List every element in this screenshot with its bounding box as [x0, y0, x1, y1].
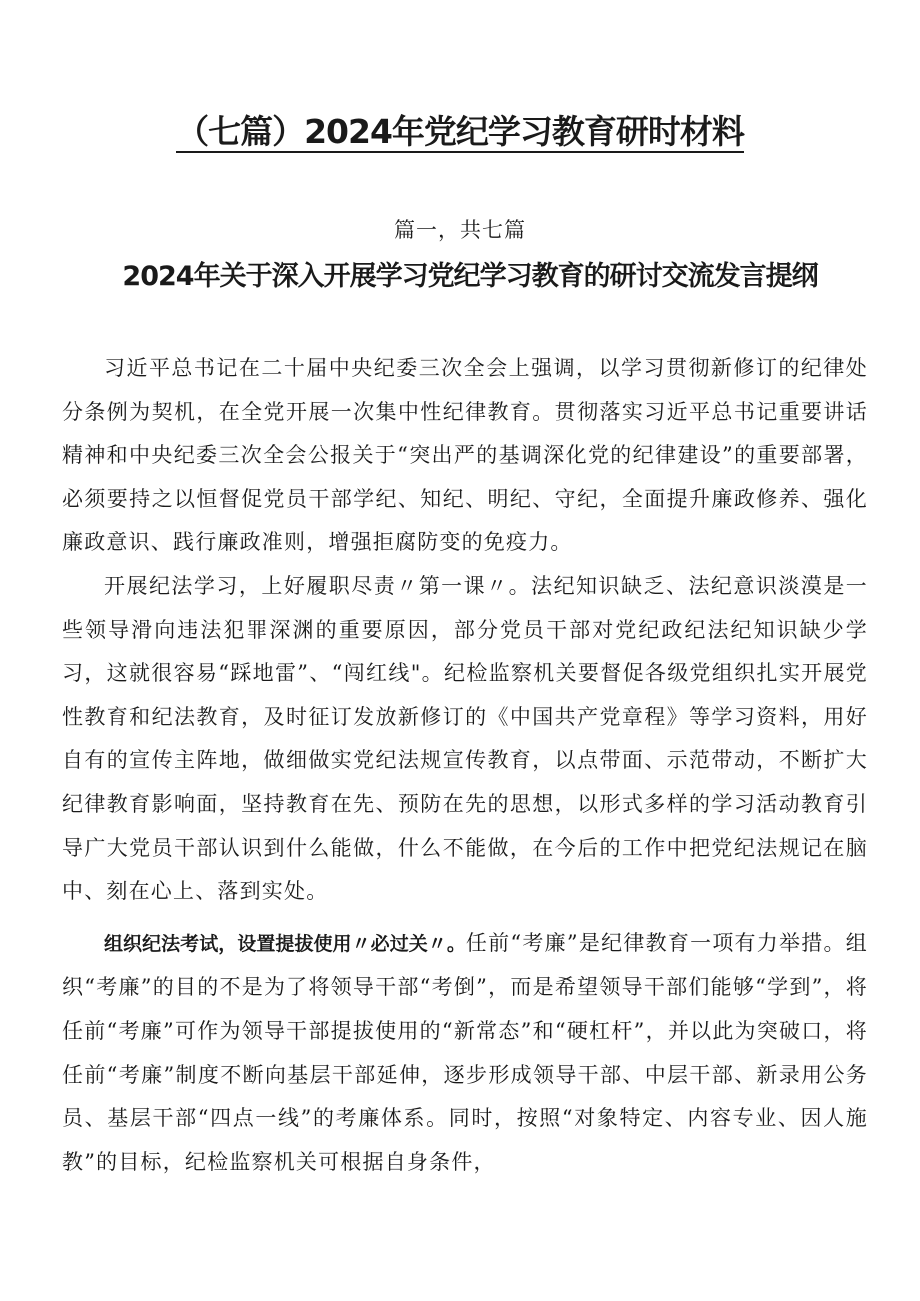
paragraph-2: 开展纪法学习，上好履职尽责〃第一课〃。法纪知识缺乏、法纪意识淡漠是一些领导滑向违法犯罪深渊的重要原因，部分党员干部对党纪政纪法纪知识缺少学习，这就很容易“踩地雷”、“闯红线"。纪检监察机关要督促各级党组织扎实开展党性教育和纪法教育，及时征订发放新修订的《中国共产党章程》等学习资料，用好自有的宣传主阵地，做细做实党纪法规宣传教育，以点带面、示范带动，不断扩大纪律教育影响面，坚持教育在先、预防在先的思想，以形式多样的学习活动教育引导广大党员干部认识到什么能做，什么不能做，在今后的工作中把党纪法规记在脑中、刻在心上、落到实处。 [62, 573, 868, 904]
article-title: 2024年关于深入开展学习党纪学习教育的研讨交流发言提纲 [122, 261, 818, 292]
section-label: 篇一，共七篇 [394, 218, 526, 242]
paragraph-3-lead: 组织纪法考试，设置提拔使用〃必过关〃。 [104, 932, 466, 955]
paragraph-1: 习近平总书记在二十届中央纪委三次全会上强调，以学习贯彻新修订的纪律处分条例为契机，在全党开展一次集中性纪律教育。贯彻落实习近平总书记重要讲话精神和中央纪委三次全会公报关于“突出严的基调深化党的纪律建设”的重要部署，必须要持之以恒督促党员干部学纪、知纪、明纪、守纪，全面提升廉政修养、强化廉政意识、践行廉政准则，增强拒腐防变的免疫力。 [62, 356, 868, 555]
document-title-text: （七篇）2024年党纪学习教育研时材料 [176, 112, 744, 151]
paragraph-3-text: 任前“考廉”是纪律教育一项有力举措。组织“考廉”的目的不是为了将领导干部“考倒”，而是希望领导干部们能够“学到”，将任前“考廉”可作为领导干部提拔使用的“新常态”和“硬杠杆”，并以此为突破口，将任前“考廉”制度不断向基层干部延伸，逐步形成领导干部、中层干部、新录用公务员、基层干部“四点一线”的考廉体系。同时，按照“对象特定、内容专业、因人施教”的目标，纪检监察机关可根据自身条件， [62, 930, 868, 1174]
article-body [62, 347, 868, 1184]
paragraph-3 [62, 922, 868, 1185]
document-title [0, 108, 920, 156]
